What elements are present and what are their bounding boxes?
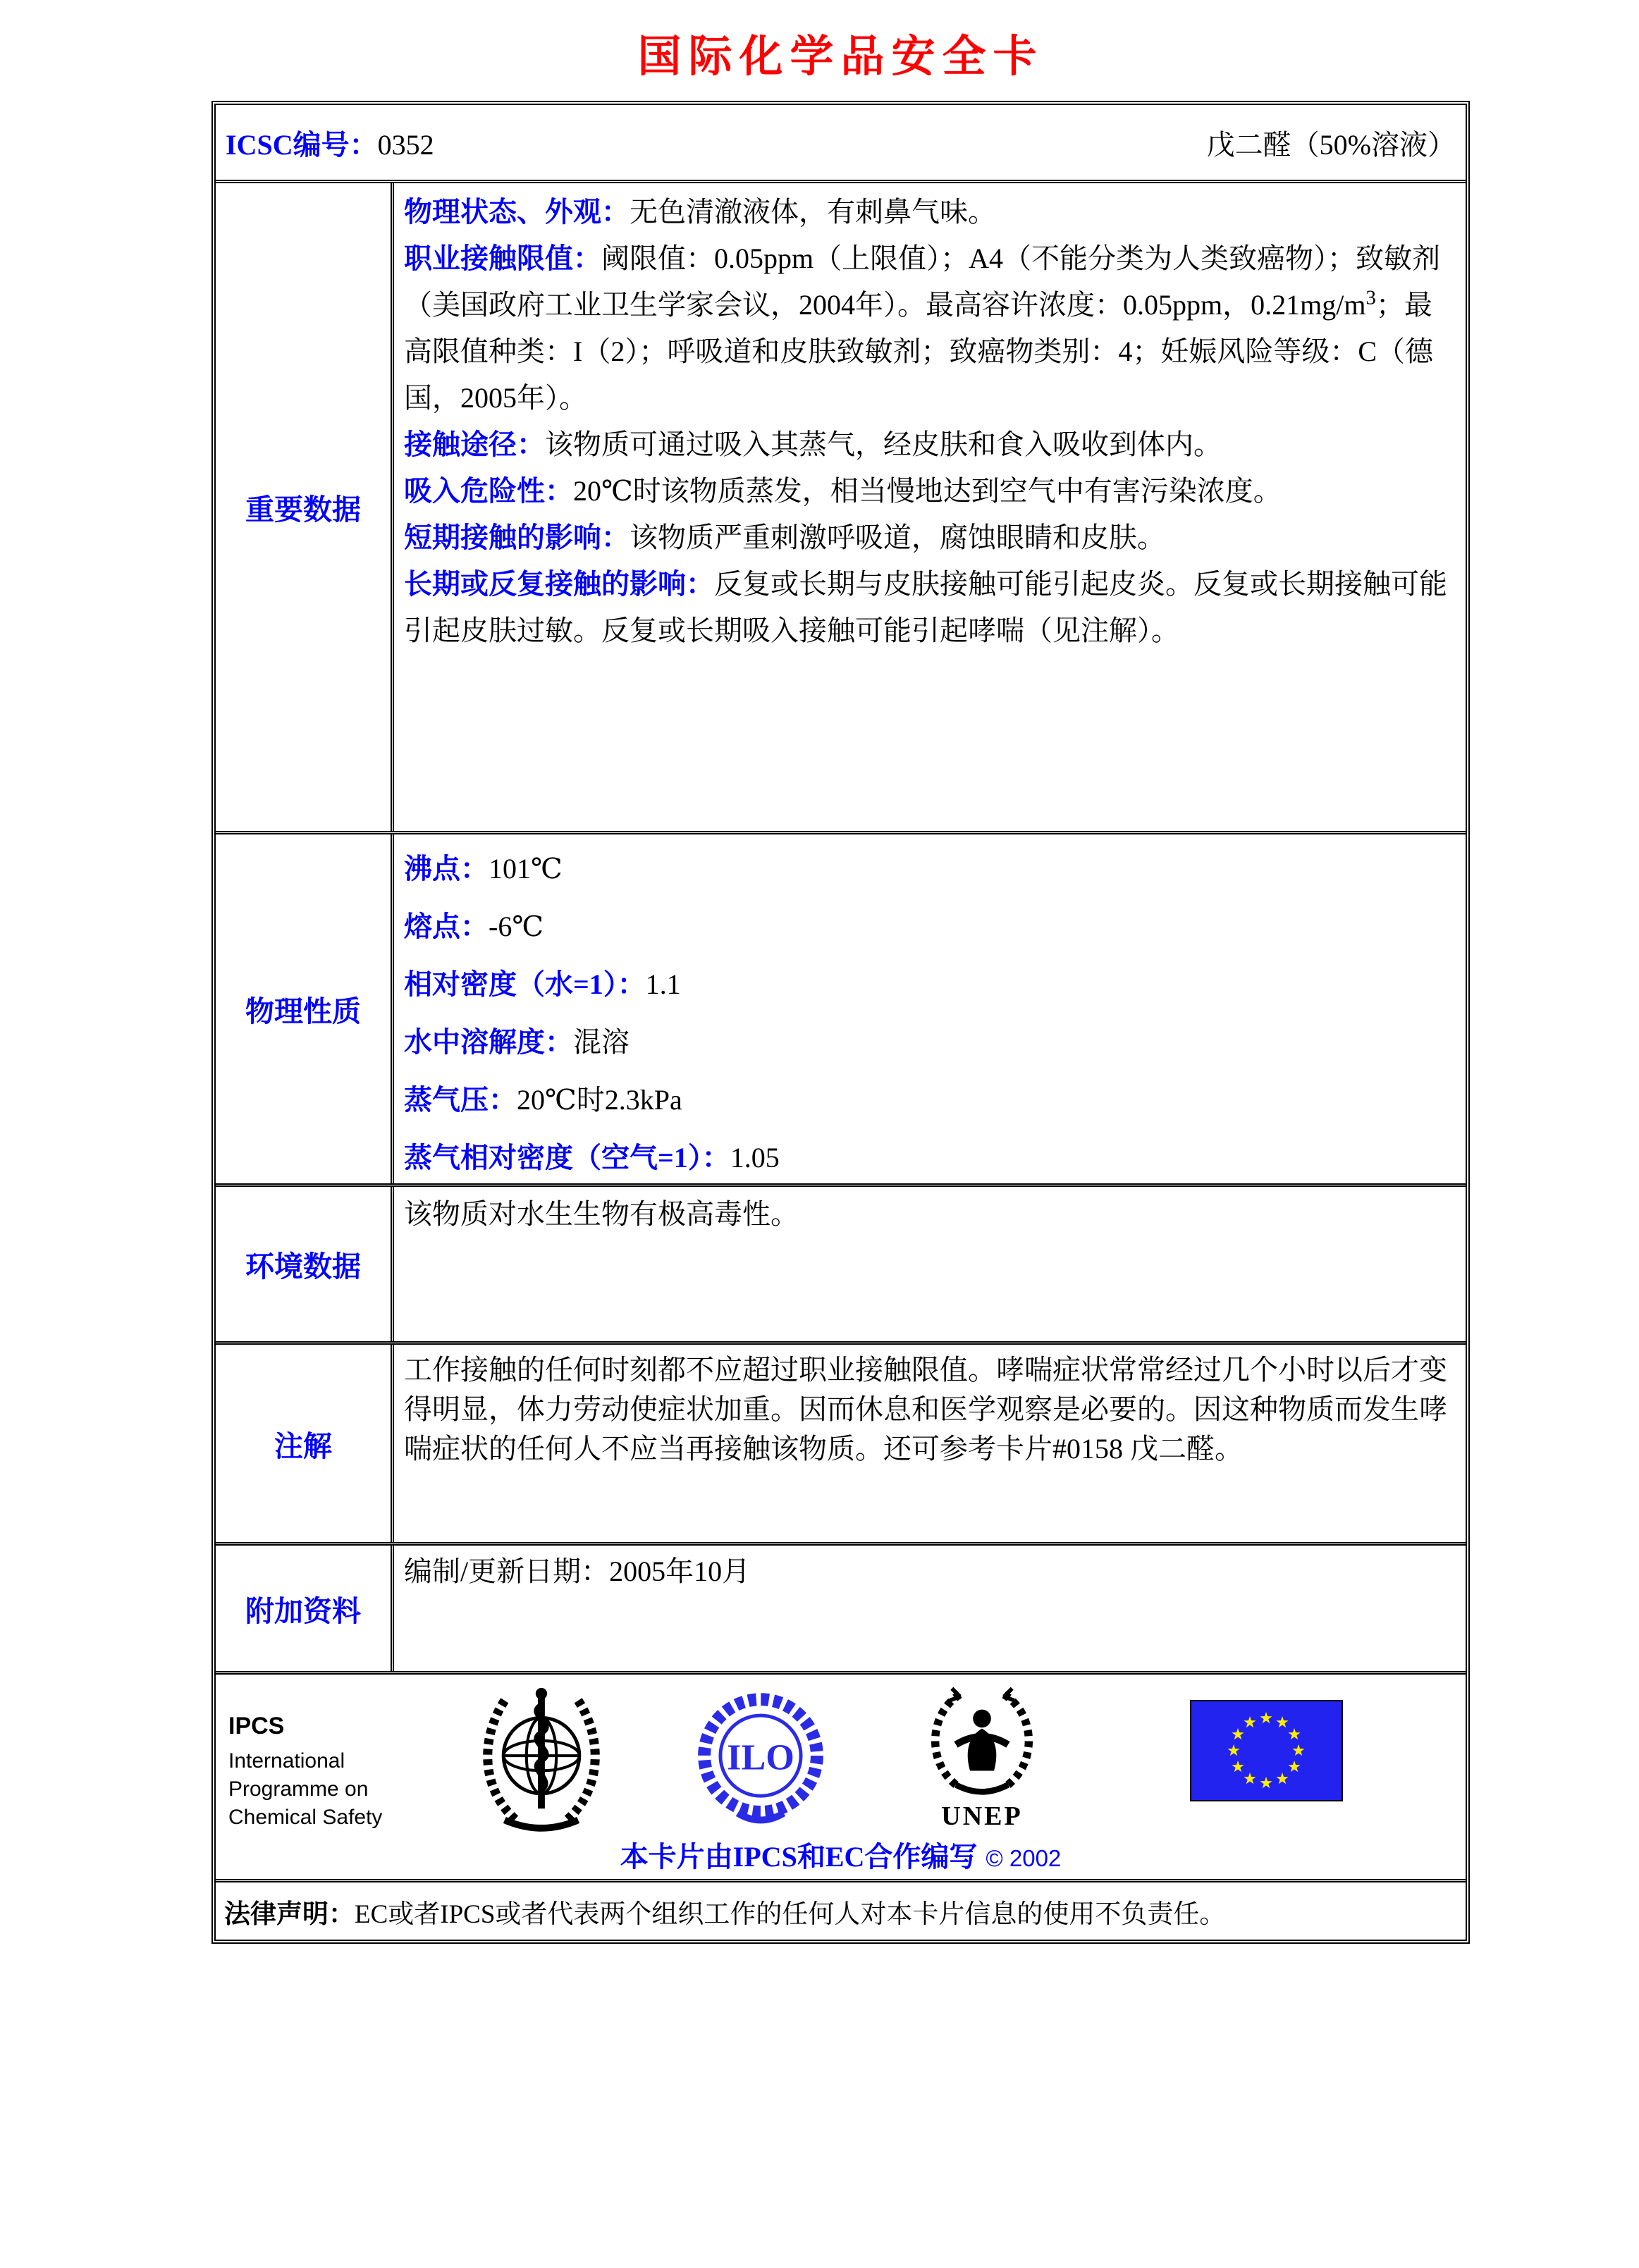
- section-label: 注解: [216, 1345, 394, 1542]
- section-item: [404, 514, 1456, 561]
- item-term: 短期接触的影响：: [404, 522, 630, 553]
- section-row: [216, 1341, 1466, 1542]
- item-term: 吸入危险性：: [404, 475, 573, 507]
- item-text: 编制/更新日期：2005年10月: [404, 1555, 751, 1587]
- page-title: 国际化学品安全卡: [637, 33, 1044, 81]
- item-text: 该物质严重刺激呼吸道，腐蚀眼睛和皮肤。: [630, 522, 1165, 553]
- section-item: [404, 1071, 1456, 1129]
- icsc-number-label: ICSC编号：: [226, 128, 378, 161]
- section-content: [394, 1187, 1466, 1341]
- item-text: 工作接触的任何时刻都不应超过职业接触限值。哮喘症状常常经过几个小时以后才变得明显，体力劳动使症状加重。因而休息和医学观察是必要的。因这种物质而发生哮喘症状的任何人不应当再接触该物质。还可参考卡片#0158 戊二醛。: [404, 1354, 1447, 1465]
- item-term: 接触途径：: [404, 429, 545, 460]
- page: [0, 21, 1639, 2268]
- card-header-row: [216, 105, 1466, 180]
- section-row: [216, 180, 1466, 831]
- item-term: 熔点：: [404, 911, 489, 942]
- item-term: 相对密度（水=1）：: [404, 968, 646, 1000]
- section-item: [404, 898, 1456, 956]
- section-row: [216, 1542, 1466, 1671]
- item-term: 水中溶解度：: [404, 1026, 573, 1058]
- legal-label: 法律声明：: [224, 1899, 355, 1929]
- item-term: 蒸气压：: [404, 1084, 517, 1116]
- section-item: [404, 956, 1456, 1013]
- svg-text:ILO: ILO: [727, 1737, 794, 1778]
- item-text: 1.05: [730, 1142, 780, 1173]
- section-label: 物理性质: [216, 834, 394, 1183]
- item-term: 蒸气相对密度（空气=1）：: [404, 1142, 730, 1173]
- section-label: 重要数据: [216, 183, 394, 831]
- section-label: 环境数据: [216, 1187, 394, 1341]
- icsc-number-group: [226, 123, 434, 163]
- section-item: [404, 1013, 1456, 1071]
- item-text: 101℃: [489, 853, 563, 885]
- section-item: [404, 235, 1456, 421]
- legal-text: EC或者IPCS或者代表两个组织工作的任何人对本卡片信息的使用不负责任。: [355, 1899, 1226, 1929]
- ipcs-line-1: International: [228, 1749, 345, 1773]
- section-content: [394, 1546, 1466, 1671]
- item-text: 阈限值：0.05ppm（上限值）；A4（不能分类为人类致癌物）；致敏剂（美国政府工业卫生学家会议，2004年）。最高容许浓度：0.05ppm，$0.21mg/m^3$；最高限值种类：I（2）；呼吸道和皮肤致敏剂；致癌物类别：4；妊娠风险等级：C（德国，2005年）。: [404, 242, 1440, 414]
- eu-flag-icon: [1190, 1700, 1343, 1801]
- item-term: 物理状态、外观：: [404, 196, 630, 228]
- section-item: [404, 189, 1456, 235]
- item-text: 20℃时该物质蒸发，相当慢地达到空气中有害污染浓度。: [573, 475, 1282, 507]
- ipcs-line-3: Chemical Safety: [228, 1806, 383, 1829]
- item-term: 沸点：: [404, 853, 489, 885]
- section-item: [404, 1192, 1456, 1236]
- ipcs-line-2: Programme on: [228, 1777, 369, 1801]
- section-item: [404, 421, 1456, 468]
- unep-logo-icon: [921, 1684, 1043, 1803]
- logos-row: [216, 1671, 1466, 1879]
- section-row: [216, 1183, 1466, 1341]
- section-item: [404, 468, 1456, 514]
- icsc-card: [211, 101, 1470, 1944]
- ipcs-title: IPCS: [228, 1713, 285, 1739]
- section-item: [404, 840, 1456, 898]
- item-term: 长期或反复接触的影响：: [404, 568, 714, 600]
- section-item: [404, 561, 1456, 654]
- caption-copyright: © 2002: [986, 1845, 1062, 1871]
- item-text: -6℃: [489, 911, 544, 942]
- item-text: 反复或长期与皮肤接触可能引起皮炎。反复或长期接触可能引起皮肤过敏。反复或长期吸入接触可能引起哮喘（见注解）。: [404, 568, 1447, 646]
- section-content: [394, 1345, 1466, 1542]
- unep-block: [909, 1684, 1055, 1832]
- section-label: 附加资料: [216, 1546, 394, 1671]
- ipcs-text-block: [223, 1684, 434, 1832]
- section-row: [216, 831, 1466, 1183]
- legal-row: [216, 1879, 1466, 1940]
- section-item: [404, 1350, 1456, 1469]
- section-item: [404, 1129, 1456, 1187]
- icsc-number-value: 0352: [377, 128, 434, 161]
- item-text: 20℃时2.3kPa: [517, 1084, 682, 1116]
- item-text: 该物质可通过吸入其蒸气，经皮肤和食入吸收到体内。: [545, 429, 1222, 460]
- caption-text: 本卡片由IPCS和EC合作编写: [620, 1841, 978, 1873]
- who-logo-icon: [471, 1684, 612, 1834]
- ilo-logo-icon: [691, 1684, 830, 1834]
- item-text: 无色清澈液体，有刺鼻气味。: [630, 196, 996, 228]
- card-caption: [216, 1835, 1466, 1875]
- unep-label: UNEP: [941, 1801, 1023, 1831]
- item-term: 职业接触限值：: [404, 242, 601, 274]
- chemical-name: 戊二醛（50%溶液）: [1206, 128, 1456, 161]
- section-content: [394, 834, 1466, 1183]
- item-text: 该物质对水生生物有极高毒性。: [404, 1198, 799, 1230]
- section-content: [394, 183, 1466, 831]
- section-item: [404, 1551, 1456, 1592]
- item-text: 1.1: [645, 968, 681, 1000]
- item-text: 混溶: [573, 1026, 630, 1058]
